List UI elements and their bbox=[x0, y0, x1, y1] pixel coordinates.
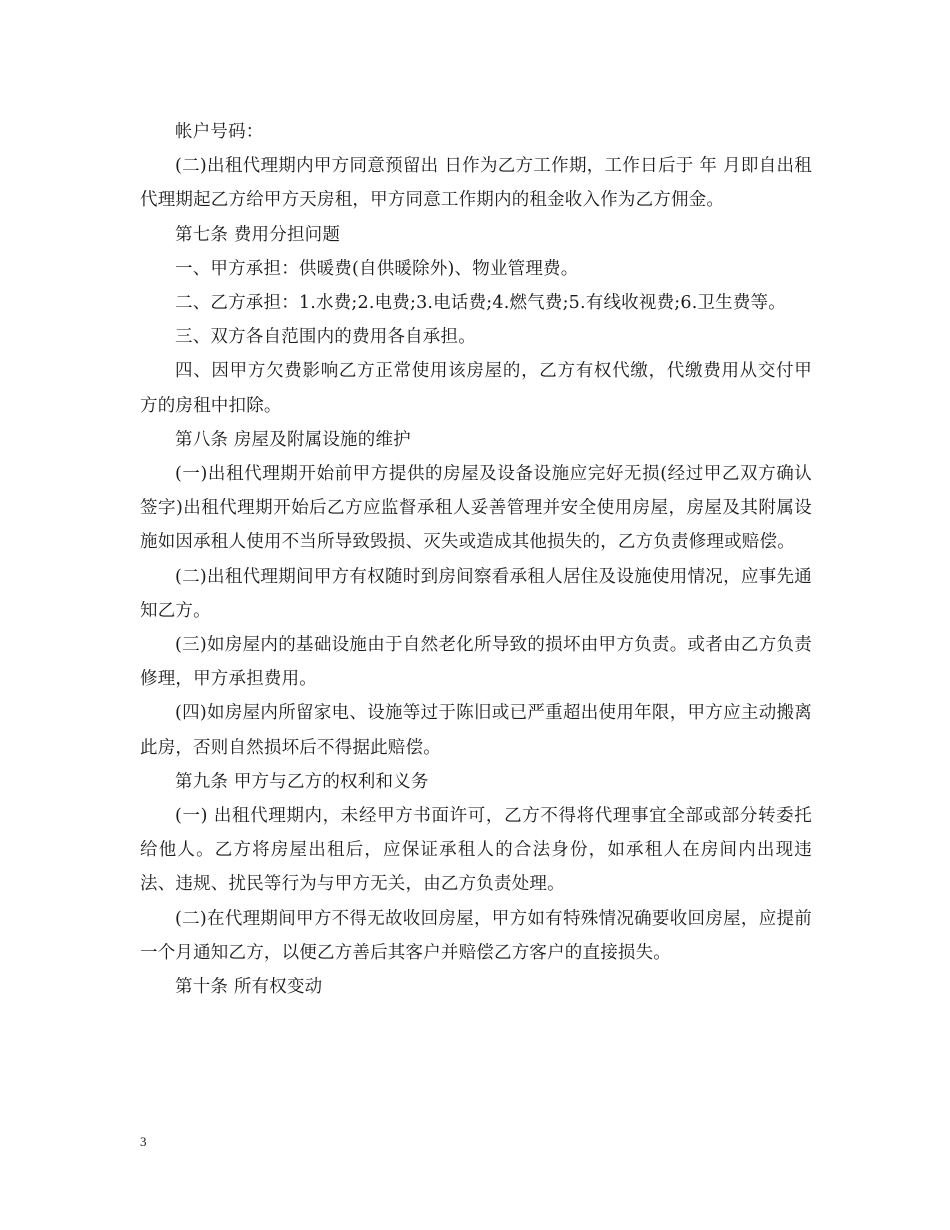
article-10-heading: 第十条 所有权变动 bbox=[175, 977, 323, 998]
paragraph-own-costs: 三、双方各自范围内的费用各自承担。 bbox=[175, 327, 476, 348]
paragraph-rights-2: (二)在代理期间甲方不得无故收回房屋，甲方如有特殊情况确要收回房屋，应提前一个月通知乙方，以便乙方善后其客户并赔偿乙方客户的直接损失。 bbox=[140, 908, 812, 963]
paragraph-maintenance-1: (一)出租代理期开始前甲方提供的房屋及设备设施应完好无损(经过甲乙双方确认签字)出租代理期开始后乙方应监督承租人妥善管理并安全使用房屋，房屋及其附属设施如因承租人使用不当所导致毁损、灭失或造成其他损失的，乙方负责修理或赔偿。 bbox=[140, 464, 812, 553]
page-number: 3 bbox=[140, 1134, 147, 1149]
paragraph-arrears: 四、因甲方欠费影响乙方正常使用该房屋的，乙方有权代缴，代缴费用从交付甲方的房租中扣除。 bbox=[140, 361, 812, 416]
article-7-heading: 第七条 费用分担问题 bbox=[175, 224, 341, 245]
paragraph-maintenance-4: (四)如房屋内所留家电、设施等过于陈旧或已严重超出使用年限，甲方应主动搬离此房，否则自然损坏后不得据此赔偿。 bbox=[140, 703, 812, 758]
paragraph-party-b-costs: 二、乙方承担：1.水费;2.电费;3.电话费;4.燃气费;5.有线收视费;6.卫生费等。 bbox=[175, 293, 786, 314]
article-9-heading: 第九条 甲方与乙方的权利和义务 bbox=[175, 771, 429, 792]
paragraph-maintenance-2: (二)出租代理期间甲方有权随时到房间察看承租人居住及设施使用情况，应事先通知乙方。 bbox=[140, 566, 812, 621]
document-body bbox=[140, 115, 812, 1004]
paragraph-account-number: 帐户号码： bbox=[175, 122, 264, 142]
paragraph-rights-1: (一) 出租代理期内，未经甲方书面许可，乙方不得将代理事宜全部或部分转委托给他人。乙方将房屋出租后，应保证承租人的合法身份，如承租人在房间内出现违法、违规、扰民等行为与甲方无关，由乙方负责处理。 bbox=[140, 806, 812, 895]
article-8-heading: 第八条 房屋及附属设施的维护 bbox=[175, 429, 411, 450]
paragraph-maintenance-3: (三)如房屋内的基础设施由于自然老化所导致的损坏由甲方负责。或者由乙方负责修理，甲方承担费用。 bbox=[140, 635, 812, 690]
paragraph-party-a-costs: 一、甲方承担：供暖费(自供暖除外)、物业管理费。 bbox=[175, 258, 579, 279]
paragraph-work-period: (二)出租代理期内甲方同意预留出 日作为乙方工作期，工作日后于 年 月即自出租代理期起乙方给甲方天房租，甲方同意工作期内的租金收入作为乙方佣金。 bbox=[140, 156, 812, 211]
